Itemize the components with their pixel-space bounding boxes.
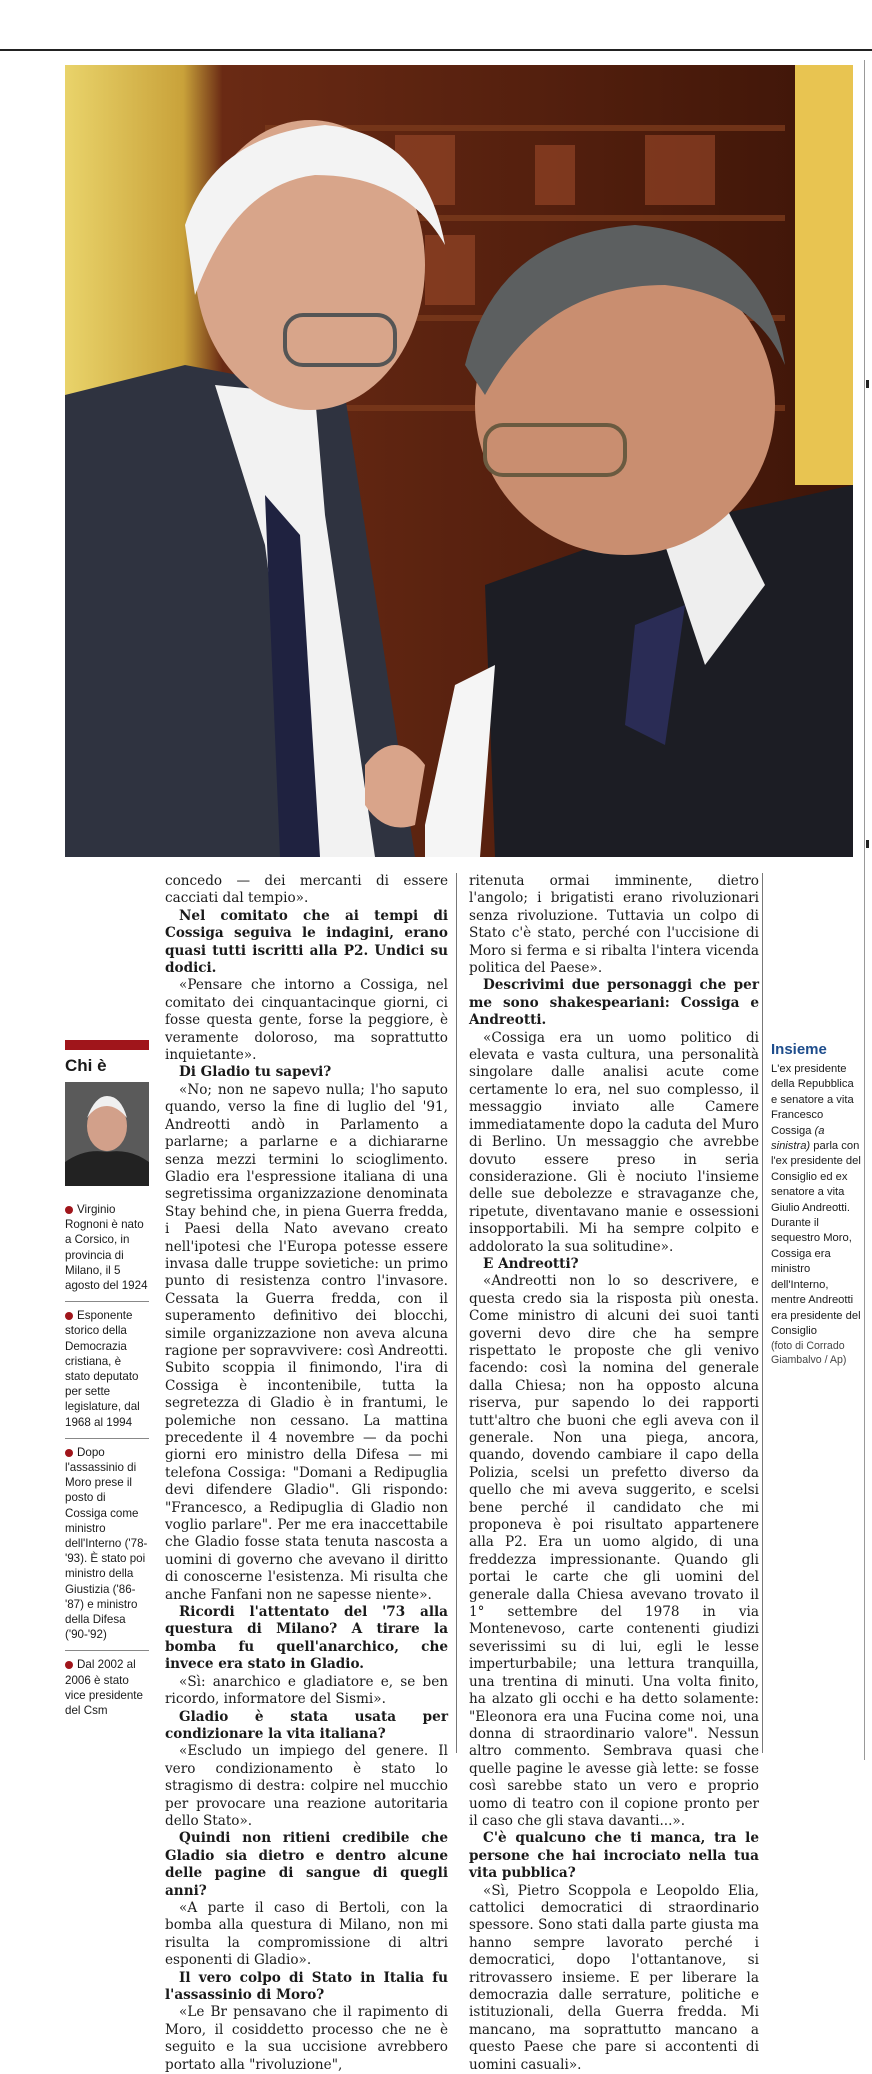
interview-question: Gladio è stata usata per condizionare la vita italiana?: [165, 1708, 448, 1742]
bullet-icon: [65, 1312, 73, 1320]
interview-question: Descrivimi due personaggi che per me sono shakespeariani: Cossiga e Andreotti.: [469, 977, 759, 1029]
interview-answer: «Escludo un impiego del genere. Il vero condizionamento è stato lo stragismo di destra: colpire nel mucchio per provocare una reazione autoritaria dello Stato».: [165, 1743, 448, 1829]
interview-question: Ricordi l'attentato del '73 alla questura di Milano? A tirare la bomba fu quell'anarchico, che invece era stato in Gladio.: [165, 1604, 448, 1673]
interview-question: C'è qualcuno che ti manca, tra le persone che hai incrociato nella tua vita pubblica?: [469, 1830, 759, 1882]
interview-answer: «Sì: anarchico e gladiatore e, se ben ricordo, informatore del Sismi».: [165, 1673, 448, 1708]
bullet-icon: [65, 1449, 73, 1457]
interview-answer: concedo — dei mercanti di essere cacciati dal tempio».: [165, 873, 448, 907]
profile-item: Virginio Rognoni è nato a Corsico, in provincia di Milano, il 5 agosto del 1924: [65, 1196, 149, 1302]
interview-answer: «Sì, Pietro Scoppola e Leopoldo Elia, cattolici democratici di straordinario spessore. Sono stati dalla parte giusta ma hanno sempre lavorato perché i democratici, dopo l'ottantanove, si ritrovassero insieme. E per liberare la democrazia dalle serrature, politiche e istituzionali, della Guerra fredda. Mi mancano, ma soprattutto mancano a questo Paese che pare si accontenti di uomini casuali».: [469, 1882, 759, 2073]
interview-question: Il vero colpo di Stato in Italia fu l'assassinio di Moro?: [165, 1969, 448, 2003]
article-column-1: [165, 873, 448, 2074]
portrait-photo: [65, 1082, 149, 1186]
column-rule: [456, 873, 457, 1753]
interview-answer: «No; non ne sapevo nulla; l'ho saputo quando, verso la fine di luglio del '91, Andreotti andò in Parlamento a parlarne; a parlarne e a dichiararne senza mezzi termini lo scioglimento. Gladio era l'espressione italiana di una segretissima organizzazione denominata Stay behind che, in piena Guerra fredda, i Paesi della Nato avevano creato nell'ipotesi che l'Europa potesse essere invasa dalle truppe sovietiche: un primo punto di resistenza contro l'invasore. Cessata la Guerra fredda, con il superamento definitivo dei blocchi, simile organizzazione non aveva alcuna ragione per sopravvivere: così Andreotti. Subito scoppia il finimondo, l'ira di Cossiga è incontenibile, tutta la segretezza di Gladio è in frantumi, le polemiche non cessano. La mattina precedente il 4 novembre — da pochi giorni ero ministro della Difesa — mi telefona Cossiga: "Domani a Redipuglia devi difendere Gladio". Gli rispondo: "Francesco, a Redipuglia di Gladio non voglio parlare". Per me era inaccettabile che Gladio fosse stata tenuta nascosta a uomini di governo che avevano il diritto di conoscerne l'esistenza. Mi risulta che anche Fanfani non ne sapesse niente».: [165, 1081, 448, 1603]
bullet-icon: [65, 1661, 73, 1669]
interview-answer: «Cossiga era un uomo politico di elevata e vasta cultura, una personalità singolare dalle analisi acute come certamente lo era, nel suo complesso, il messaggio inviato alle Camere immediatamente dopo la caduta del Muro di Berlino. Un messaggio che avrebbe dovuto essere preso in seria considerazione. Gli è nociuto l'insieme delle sue debolezze e stravaganze che, ripetute, diventavano manie e ossessioni insopportabili. Mi ha sempre colpito e addolorato la sua solitudine».: [469, 1029, 759, 1255]
column-rule: [762, 873, 763, 1753]
photo-illustration: [65, 65, 853, 857]
caption-title: Insieme: [771, 1041, 827, 1058]
edge-mark: [866, 380, 869, 388]
photo-caption: [771, 1041, 863, 1367]
profile-sidebar: [65, 1040, 149, 1726]
caption-body: L'ex presidente della Repubblica e senatore a vita Francesco Cossiga (a sinistra) parla con l'ex presidente del Consiglio ed ex senatore a vita Giulio Andreotti. Durante il sequestro Moro, Cossiga era ministro dell'Interno, mentre Andreotti era presidente del Consiglio: [771, 1063, 861, 1337]
interview-question: Nel comitato che ai tempi di Cossiga seguiva le indagini, erano quasi tutti iscritti alla P2. Undici su dodici.: [165, 907, 448, 977]
interview-answer: «Andreotti non lo so descrivere, e questa credo sia la risposta più onesta. Come ministro di alcuni dei suoi tanti governi devo dire che ha sempre rispettato le proposte che gli venivo facendo: così la nomina del generale dalla Chiesa; non ha opposto alcuna riserva, pur sapendo lo dei rapporti tutt'altro che buoni che egli aveva con il generale. Non una piega, ancora, quando, dovendo cambiare il capo della Polizia, scelsi un prefetto diverso da quello che mi aveva suggerito, e scelsi bene perché il candidato che mi proponeva è poi risultato appartenere alla P2. Era un uomo algido, di una freddezza impressionante. Quando gli portai le carte che gli uomini del generale dalla Chiesa avevano trovato il 1° settembre del 1978 in via Montenevoso, carte contenenti giudizi severissimi su di lui, egli le lesse imperturbabile; una lettura tranquilla, una trentina di minuti. Una volta finito, ha alzato gli occhi e ha detto solamente: "Eleonora era una Fucina come noi, una donna di straordinario valore". Nessun altro commento. Sembrava quasi che quelle pagine le avesse già lette: se fosse così sarebbe stato un vero e proprio uomo di teatro con il copione pronto per il caso che gli stava davanti...».: [469, 1273, 759, 1829]
interview-answer: «Pensare che intorno a Cossiga, nel comitato dei cinquantacinque giorni, ci fosse questa gente, forse la peggiore, è veramente doloroso, ma soprattutto inquietante».: [165, 977, 448, 1064]
interview-answer: «Le Br pensavano che il rapimento di Moro, il cosiddetto processo che ne è seguito e la sua uccisione avrebbero portato alla "rivoluzione",: [165, 2004, 448, 2073]
sidebar-title: Chi è: [65, 1056, 107, 1075]
photo-credit: (foto di Corrado Giambalvo / Ap): [771, 1340, 847, 1367]
profile-item: Dal 2002 al 2006 è stato vice presidente del Csm: [65, 1658, 143, 1718]
profile-item: Dopo l'assassinio di Moro prese il posto di Cossiga come ministro dell'Interno ('78-'93). È stato poi ministro della Giustizia ('86-'87) e ministro della Difesa ('90-'92): [65, 1439, 149, 1652]
profile-item: Esponente storico della Democrazia cristiana, è stato deputato per sette legislature, dal 1968 al 1994: [65, 1302, 149, 1439]
news-photo: [65, 65, 853, 857]
bullet-icon: [65, 1206, 73, 1214]
interview-question: Quindi non ritieni credibile che Gladio sia dietro e dentro alcune delle pagine di sangue di quegli anni?: [165, 1830, 448, 1899]
interview-answer: ritenuta ormai imminente, dietro l'angolo; i brigatisti erano rivoluzionari senza rivoluzione. Tuttavia un colpo di Stato c'è stato, perché con l'uccisione di Moro si ferma e si ribalta l'intera vicenda politica del Paese».: [469, 873, 759, 977]
sidebar-accent-bar: [65, 1040, 149, 1050]
article-column-2: [469, 873, 759, 2074]
top-rule: [0, 49, 872, 51]
portrait-illustration: [65, 1082, 149, 1186]
interview-question: E Andreotti?: [483, 1255, 579, 1272]
interview-question: Di Gladio tu sapevi?: [179, 1064, 332, 1081]
edge-mark: [866, 840, 869, 848]
page-right-rule: [864, 60, 865, 1760]
interview-answer: «A parte il caso di Bertoli, con la bomba alla questura di Milano, non mi risulta la compromissione di altri esponenti di Gladio».: [165, 1899, 448, 1969]
